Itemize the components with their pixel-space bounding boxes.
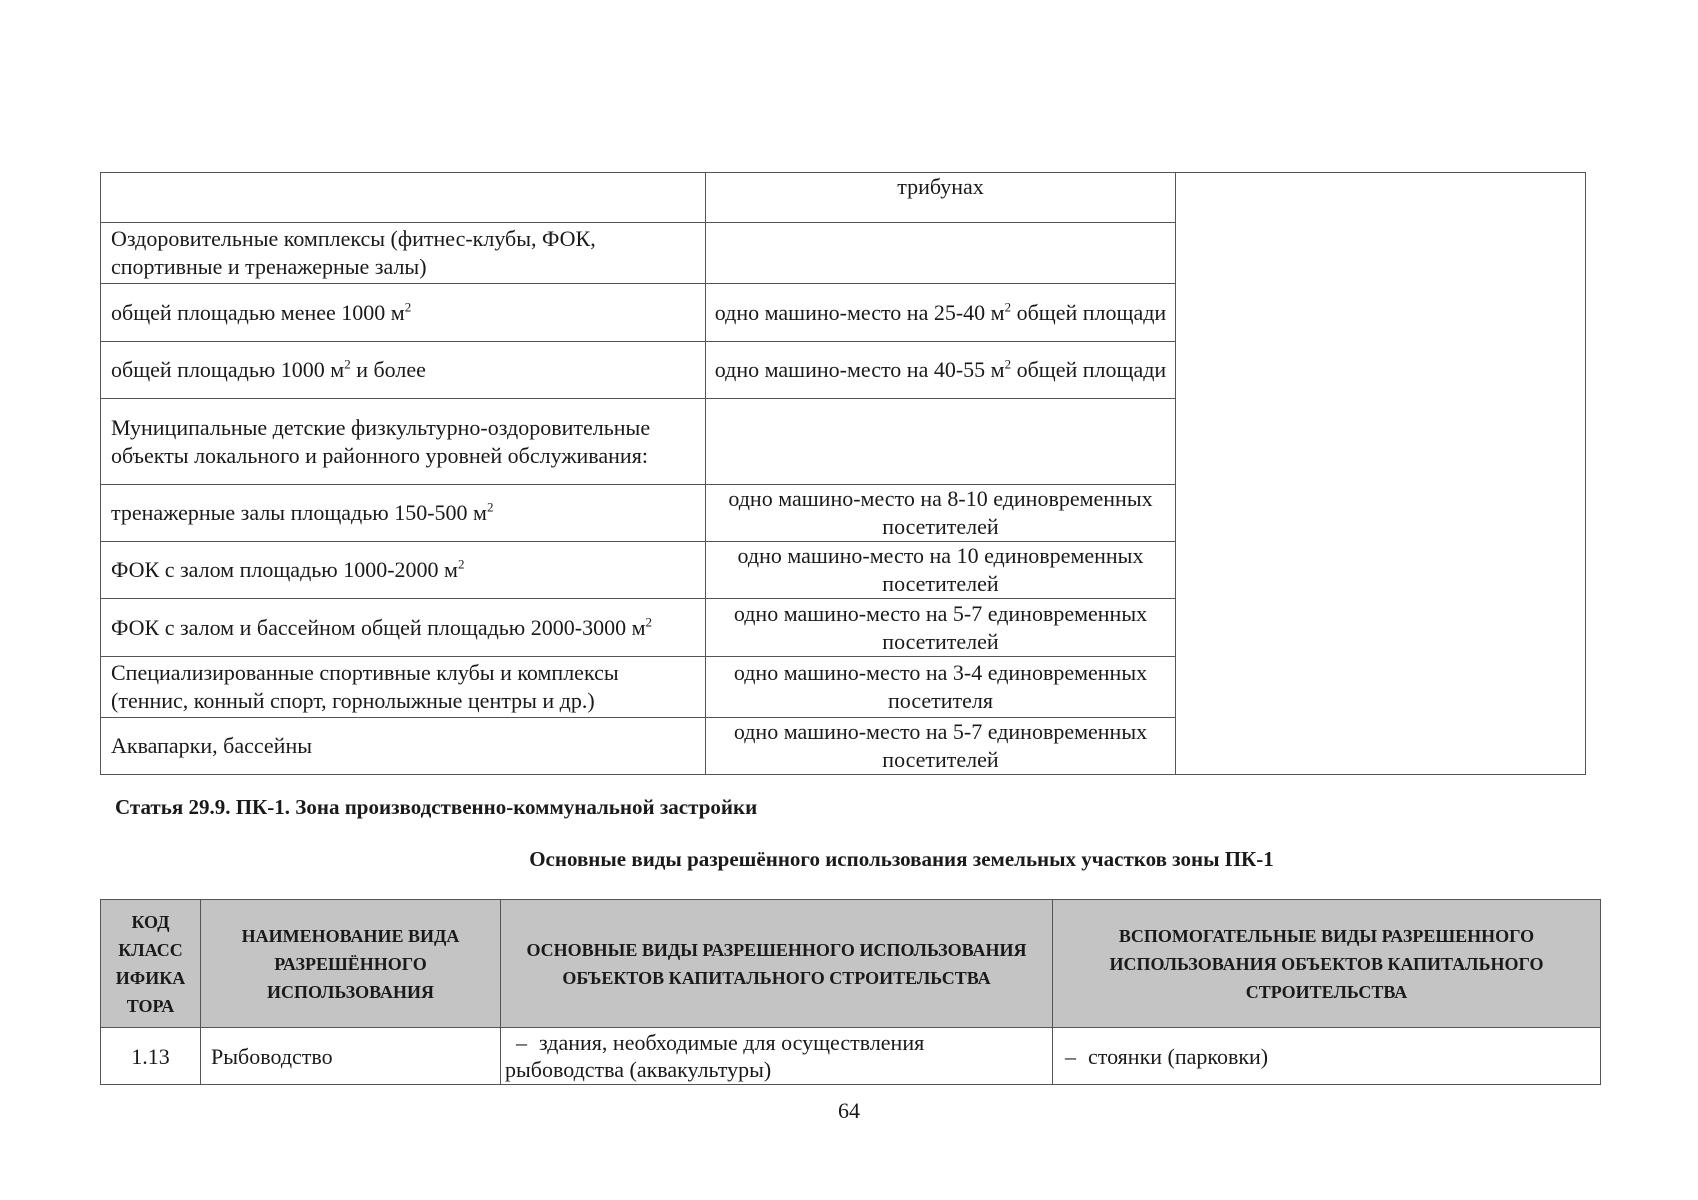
object-cell: Муниципальные детские физкультурно-оздоровительные объекты локального и районного уровней обслуживания: <box>101 399 706 485</box>
main-use-text: здания, необходимые для осуществления рыбоводства (аквакультуры) <box>505 1030 925 1082</box>
header-main-uses: ОСНОВНЫЕ ВИДЫ РАЗРЕШЕННОГО ИСПОЛЬЗОВАНИЯ ОБЪЕКТОВ КАПИТАЛЬНОГО СТРОИТЕЛЬСТВА <box>501 900 1053 1028</box>
norm-text-tail: общей площади <box>1011 299 1167 325</box>
pk1-permitted-use-table <box>100 899 1601 1085</box>
object-cell: Специализированные спортивные клубы и комплексы (теннис, конный спорт, горнолыжные центры и др.) <box>101 657 706 718</box>
superscript: 2 <box>1004 299 1012 315</box>
norm-cell: одно машино-место на 3-4 единовременных посетителя <box>706 657 1176 718</box>
table-row <box>101 1028 1601 1085</box>
header-code: КОД КЛАСС ИФИКА ТОРА <box>101 900 201 1028</box>
norm-cell: одно машино-место на 5-7 единовременных посетителей <box>706 718 1176 775</box>
object-cell <box>101 173 706 223</box>
norm-text-tail: общей площади <box>1011 357 1167 382</box>
header-name: НАИМЕНОВАНИЕ ВИДА РАЗРЕШЁННОГО ИСПОЛЬЗОВАНИЯ <box>201 900 501 1028</box>
object-cell <box>101 284 706 342</box>
norm-cell: одно машино-место на 5-7 единовременных посетителей <box>706 599 1176 657</box>
norm-text: одно машино-место на 40-55 м <box>714 357 1005 382</box>
norm-cell <box>706 223 1176 284</box>
norm-cell: одно машино-место на 10 единовременных посетителей <box>706 542 1176 599</box>
superscript: 2 <box>486 499 494 515</box>
object-text: общей площадью 1000 м <box>111 357 345 382</box>
section-subheading: Основные виды разрешённого использования земельных участков зоны ПК-1 <box>529 847 1274 871</box>
object-text: ФОК с залом площадью 1000-2000 м <box>111 557 458 582</box>
norm-cell <box>706 399 1176 485</box>
dash-bullet: – <box>1065 1043 1076 1069</box>
object-text-tail: и более <box>350 357 426 382</box>
aux-use-text: стоянки (парковки) <box>1088 1043 1269 1069</box>
object-cell: Оздоровительные комплексы (фитнес-клубы, ФОК, спортивные и тренажерные залы) <box>101 223 706 284</box>
name-cell: Рыбоводство <box>201 1028 501 1085</box>
superscript: 2 <box>457 556 465 572</box>
object-cell: Аквапарки, бассейны <box>101 718 706 775</box>
norm-cell: трибунах <box>706 173 1176 223</box>
norm-cell <box>706 342 1176 399</box>
norm-cell <box>706 284 1176 342</box>
object-cell <box>101 599 706 657</box>
object-cell <box>101 342 706 399</box>
superscript: 2 <box>404 299 412 315</box>
norm-text: одно машино-место на 25-40 м <box>714 299 1005 325</box>
superscript: 2 <box>1004 356 1012 372</box>
aux-uses-cell <box>1053 1028 1601 1085</box>
superscript: 2 <box>344 356 351 372</box>
norm-cell: одно машино-место на 8-10 единовременных посетителей <box>706 485 1176 542</box>
superscript: 2 <box>645 614 652 630</box>
object-text: тренажерные залы площадью 150-500 м <box>111 500 487 525</box>
article-heading: Статья 29.9. ПК-1. Зона производственно-коммунальной застройки <box>115 795 758 819</box>
object-text: ФОК с залом и бассейном общей площадью 2000-3000 м <box>111 614 646 640</box>
main-uses-cell <box>501 1028 1053 1085</box>
header-aux-uses: ВСПОМОГАТЕЛЬНЫЕ ВИДЫ РАЗРЕШЕННОГО ИСПОЛЬЗОВАНИЯ ОБЪЕКТОВ КАПИТАЛЬНОГО СТРОИТЕЛЬСТВА <box>1053 900 1601 1028</box>
object-text: общей площадью менее 1000 м <box>111 299 405 325</box>
object-cell <box>101 542 706 599</box>
empty-column-cell <box>1176 173 1586 775</box>
table-header-row <box>101 900 1601 1028</box>
dash-bullet: – <box>516 1030 527 1055</box>
parking-norms-table <box>100 172 1586 775</box>
page-number: 64 <box>838 1098 860 1123</box>
object-cell <box>101 485 706 542</box>
code-cell: 1.13 <box>101 1028 201 1085</box>
table-row <box>101 173 1586 223</box>
